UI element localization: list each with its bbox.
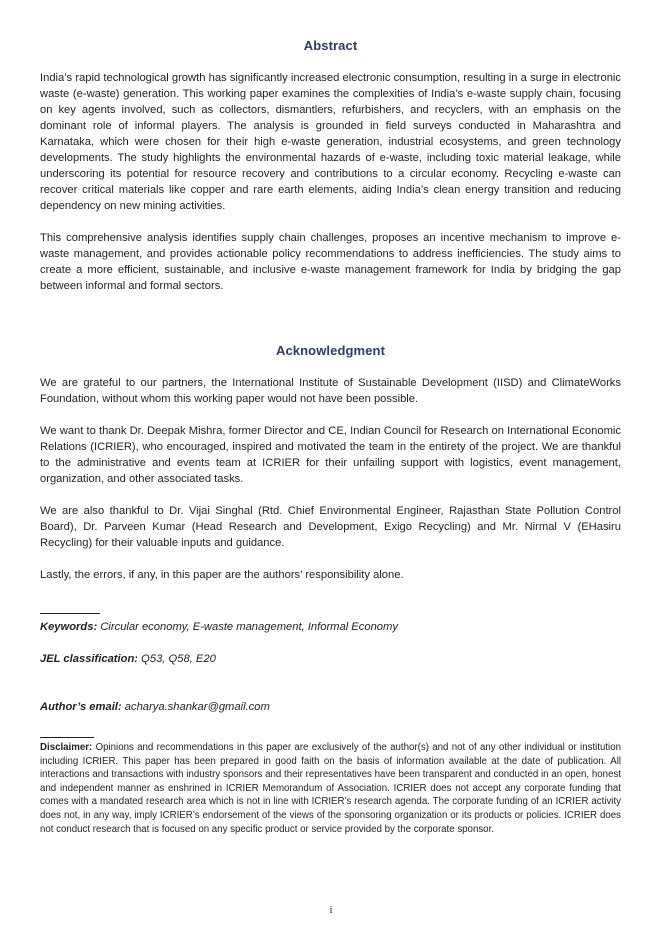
abstract-paragraph-1: India’s rapid technological growth has significantly increased electronic consumption, resulting in a surge in electronic waste (e-waste) generation. This working paper examines the complexities of India’s e-waste supply chain, focusing on key agents involved, such as collectors, dismantlers, refurbishers, and recyclers, with an emphasis on the dominant role of informal players. The analysis is grounded in field surveys conducted in Maharashtra and Karnataka, which were chosen for their high e-waste generation, industrial ecosystems, and green technology developments. The study highlights the environmental hazards of e-waste, including toxic material leakage, while underscoring its potential for resource recovery and contributions to a circular economy. Recycling e-waste can recover critical materials like copper and rare earth elements, aiding India’s clean energy transition and reducing dependency on new mining activities. [40,72,621,212]
jel-value: Q53, Q58, E20 [141,653,216,665]
abstract-heading: Abstract [303,38,358,53]
email-line [40,699,621,715]
acknowledgment-paragraph-2: We want to thank Dr. Deepak Mishra, former Director and CE, Indian Council for Research on International Economic Relations (ICRIER), who encouraged, inspired and motivated the team in the entirety of the project. We are thankful to the administrative and events team at ICRIER for their unfailing support with logistics, event management, organization, and other associated tasks. [40,425,621,485]
email-label: Author’s email: [40,701,122,713]
disclaimer-label: Disclaimer: [40,742,93,753]
document-page [40,0,621,836]
abstract-paragraph-2: This comprehensive analysis identifies supply chain challenges, proposes an incentive mechanism to improve e-waste management, and provides actionable policy recommendations to address inefficiencies. The study aims to create a more efficient, sustainable, and inclusive e-waste management framework for India by bridging the gap between informal and formal sectors. [40,232,621,292]
disclaimer [40,741,621,836]
acknowledgment-paragraph-4: Lastly, the errors, if any, in this paper are the authors’ responsibility alone. [40,569,404,581]
disclaimer-divider [40,737,94,738]
acknowledgment-paragraph-1: We are grateful to our partners, the International Institute of Sustainable Development (IISD) and ClimateWorks Foundation, without whom this working paper would not have been possible. [40,377,621,405]
keywords-label: Keywords: [40,621,98,633]
page-number: i [329,904,333,916]
footnote-divider [40,613,100,614]
keywords-value: Circular economy, E-waste management, Informal Economy [100,621,398,633]
email-value: acharya.shankar@gmail.com [124,701,270,713]
jel-line [40,651,621,667]
disclaimer-text: Opinions and recommendations in this paper are exclusively of the author(s) and not of any other individual or institution including ICRIER. This paper has been prepared in good faith on the basis of information available at the date of publication. All interactions and transactions with industry sponsors and their representatives have been transparent and conducted in an open, honest and independent manner as enshrined in ICRIER Memorandum of Association. ICRIER does not accept any corporate funding that comes with a mandated research area which is not in line with ICRIER’s research agenda. The corporate funding of an ICRIER activity does not, in any way, imply ICRIER’s endorsement of the views of the sponsoring organization or its products or policies. ICRIER does not conduct research that is focused on any specific product or service provided by the corporate sponsor. [40,742,621,835]
acknowledgment-paragraph-3: We are also thankful to Dr. Vijai Singhal (Rtd. Chief Environmental Engineer, Rajasthan State Pollution Control Board), Dr. Parveen Kumar (Head Research and Development, Exigo Recycling) and Mr. Nirmal V (EHasiru Recycling) for their valuable inputs and guidance. [40,505,621,549]
keywords-line [40,619,621,635]
jel-label: JEL classification: [40,653,139,665]
acknowledgment-heading: Acknowledgment [275,343,386,358]
